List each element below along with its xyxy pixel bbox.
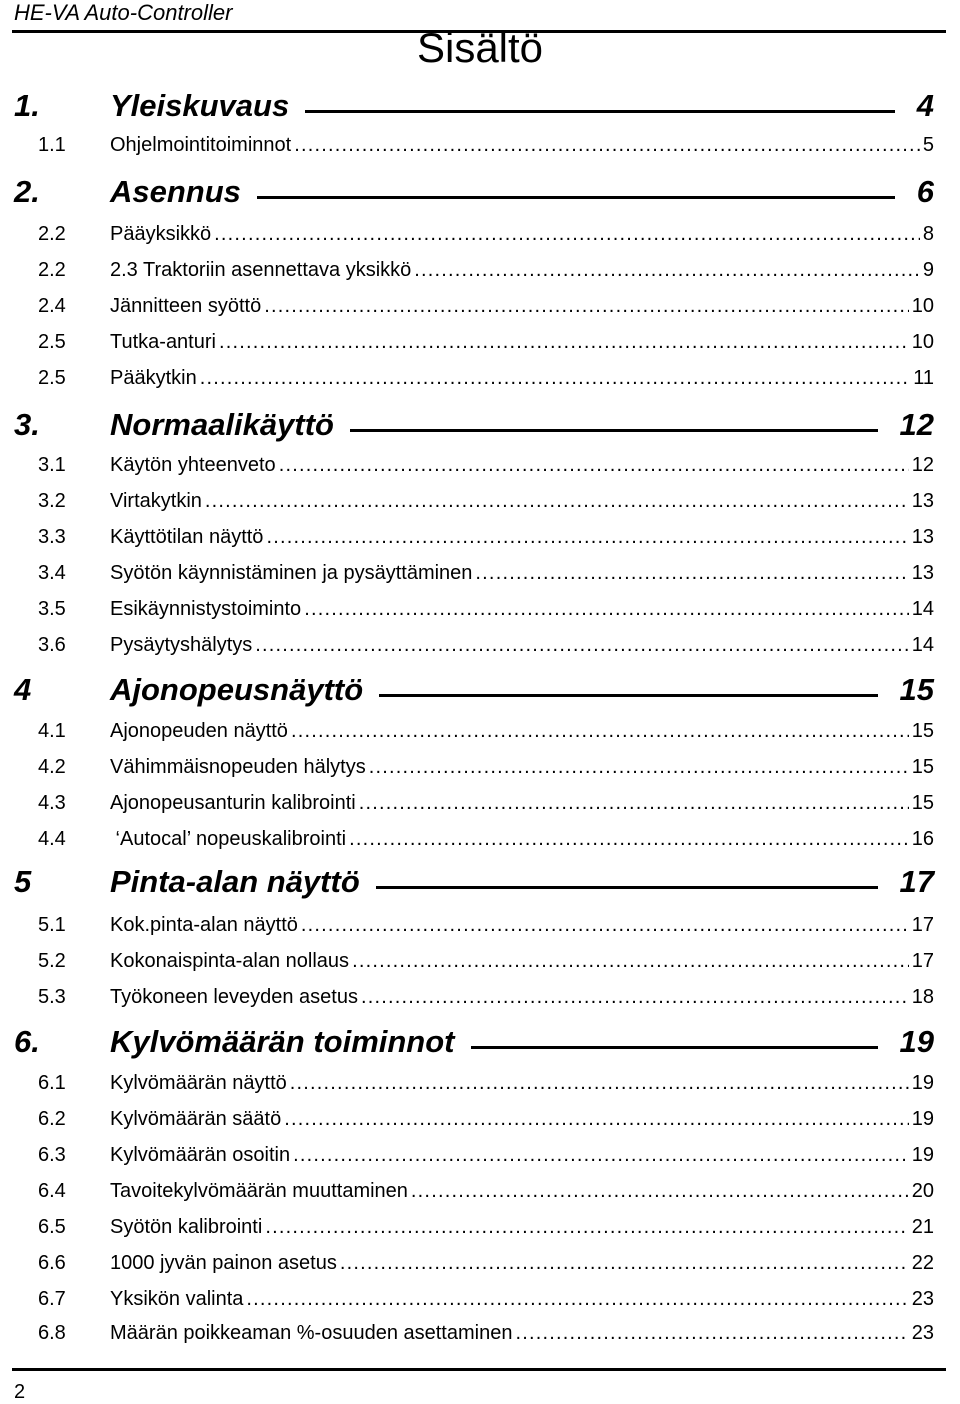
toc-line <box>110 596 934 622</box>
toc-title: ‘Autocal’ nopeuskalibrointi <box>110 828 347 850</box>
toc-title: Kylvömäärän osoitin <box>110 1144 291 1166</box>
toc-entry-row <box>0 596 960 622</box>
toc-title: Ajonopeusanturin kalibrointi <box>110 792 356 814</box>
toc-number: 3.3 <box>38 526 66 548</box>
toc-line <box>110 488 934 514</box>
toc-number: 6.8 <box>38 1322 66 1344</box>
toc-page-number: 19 <box>911 1072 934 1094</box>
toc-page-number: 23 <box>911 1288 934 1310</box>
toc-number: 1.1 <box>38 134 66 156</box>
toc-line <box>110 452 934 478</box>
toc-page-number: 13 <box>911 562 934 584</box>
toc-title: Yleiskuvaus <box>110 88 290 123</box>
toc-page-number: 20 <box>911 1180 934 1202</box>
toc-title: Syötön käynnistäminen ja pysäyttäminen <box>110 562 473 584</box>
toc-title: Kokonaispinta-alan nollaus <box>110 950 350 972</box>
toc-leader-dots <box>515 1320 908 1346</box>
toc-title: Määrän poikkeaman %-osuuden asettaminen <box>110 1322 513 1344</box>
toc-number: 1. <box>14 88 40 123</box>
toc-title: Työkoneen leveyden asetus <box>110 986 358 1008</box>
toc-leader-dots <box>279 452 909 478</box>
toc-entry-row <box>0 1142 960 1168</box>
toc-entry-row <box>0 1106 960 1132</box>
toc-title: Yksikön valinta <box>110 1288 244 1310</box>
toc-page-number: 12 <box>911 454 934 476</box>
toc-chapter-row <box>0 860 960 904</box>
toc-page-number: 21 <box>911 1216 934 1238</box>
toc-page-number: 4 <box>916 88 934 123</box>
page-title: Sisältö <box>416 24 544 71</box>
toc-chapter-row <box>0 1020 960 1064</box>
toc-number: 6.4 <box>38 1180 66 1202</box>
toc-number: 6. <box>14 1024 40 1059</box>
toc-entry-row <box>0 524 960 550</box>
toc-line <box>110 790 934 816</box>
toc-number: 6.6 <box>38 1252 66 1274</box>
toc-number: 2.4 <box>38 295 66 317</box>
toc-page-number: 16 <box>911 828 934 850</box>
toc-entry-row <box>0 293 960 319</box>
toc-leader-rule <box>257 196 895 199</box>
toc-number: 6.2 <box>38 1108 66 1130</box>
toc-page-number: 10 <box>911 331 934 353</box>
toc-number: 6.3 <box>38 1144 66 1166</box>
toc-number: 3.5 <box>38 598 66 620</box>
toc-line <box>110 826 934 852</box>
toc-leader-dots <box>266 524 908 550</box>
toc-entry-row <box>0 1214 960 1240</box>
toc-page-number: 18 <box>911 986 934 1008</box>
toc-leader-rule <box>471 1046 878 1049</box>
toc-leader-dots <box>369 754 909 780</box>
toc-number: 3. <box>14 407 40 442</box>
toc-number: 2. <box>14 174 40 209</box>
toc-leader-dots <box>264 293 909 319</box>
toc-title: Tavoitekylvömäärän muuttaminen <box>110 1180 408 1202</box>
toc-line <box>110 403 934 447</box>
toc-title: Virtakytkin <box>110 490 202 512</box>
toc-leader-dots <box>359 790 909 816</box>
toc-leader-dots <box>475 560 908 586</box>
toc-number: 3.2 <box>38 490 66 512</box>
toc-leader-dots <box>293 1142 909 1168</box>
toc-page-number: 17 <box>911 950 934 972</box>
toc-page-number: 14 <box>911 598 934 620</box>
toc-line <box>110 1286 934 1312</box>
toc-line <box>110 170 934 214</box>
toc-page-number: 5 <box>922 134 934 156</box>
toc-chapter-row <box>0 84 960 128</box>
toc-leader-dots <box>284 1106 909 1132</box>
toc-entry-row <box>0 1178 960 1204</box>
toc-leader-dots <box>301 912 909 938</box>
toc-chapter-row <box>0 170 960 214</box>
toc-leader-dots <box>200 365 911 391</box>
toc-number: 4.3 <box>38 792 66 814</box>
toc-line <box>110 1320 934 1346</box>
toc-entry-row <box>0 1320 960 1346</box>
toc-page-number: 23 <box>911 1322 934 1344</box>
toc-number: 3.1 <box>38 454 66 476</box>
toc-line <box>110 632 934 658</box>
toc-entry-row <box>0 257 960 283</box>
footer-divider <box>12 1368 946 1371</box>
toc-page-number: 13 <box>911 526 934 548</box>
toc-entry-row <box>0 560 960 586</box>
toc-number: 2.2 <box>38 223 66 245</box>
toc-entry-row <box>0 452 960 478</box>
toc-page-number: 15 <box>911 756 934 778</box>
toc-page-number: 14 <box>911 634 934 656</box>
toc-line <box>110 132 934 158</box>
toc-leader-dots <box>294 132 920 158</box>
toc-leader-dots <box>352 948 909 974</box>
toc-chapter-row <box>0 403 960 447</box>
toc-line <box>110 1070 934 1096</box>
toc-page-number: 12 <box>899 407 934 442</box>
toc-line <box>110 754 934 780</box>
toc-number: 2.5 <box>38 367 66 389</box>
toc-page-number: 6 <box>916 174 934 209</box>
toc-leader-rule <box>376 886 878 889</box>
toc-entry-row <box>0 132 960 158</box>
toc-leader-dots <box>219 329 909 355</box>
toc-page-number: 19 <box>911 1144 934 1166</box>
toc-line <box>110 668 934 712</box>
toc-chapter-row <box>0 668 960 712</box>
toc-number: 5.1 <box>38 914 66 936</box>
toc-line <box>110 1250 934 1276</box>
toc-title: Kylvömäärän näyttö <box>110 1072 287 1094</box>
toc-title: Käyttötilan näyttö <box>110 526 264 548</box>
toc-number: 3.6 <box>38 634 66 656</box>
toc-number: 6.7 <box>38 1288 66 1310</box>
toc-line <box>110 84 934 128</box>
toc-line <box>110 221 934 247</box>
toc-entry-row <box>0 718 960 744</box>
toc-line <box>110 1020 934 1064</box>
toc-entry-row <box>0 488 960 514</box>
toc-entry-row <box>0 221 960 247</box>
document-header-title: HE-VA Auto-Controller <box>14 0 233 25</box>
toc-title: Ohjelmointitoiminnot <box>110 134 292 156</box>
toc-title: Kylvömäärän toiminnot <box>110 1024 455 1059</box>
toc-entry-row <box>0 329 960 355</box>
toc-entry-row <box>0 984 960 1010</box>
toc-page-number: 17 <box>899 864 934 899</box>
toc-number: 6.5 <box>38 1216 66 1238</box>
toc-leader-dots <box>246 1286 908 1312</box>
toc-line <box>110 257 934 283</box>
toc-title: Ajonopeusnäyttö <box>110 672 364 707</box>
toc-page-number: 10 <box>911 295 934 317</box>
toc-leader-rule <box>350 429 878 432</box>
toc-line <box>110 984 934 1010</box>
toc-number: 4.2 <box>38 756 66 778</box>
toc-number: 5.2 <box>38 950 66 972</box>
toc-leader-dots <box>414 257 920 283</box>
toc-page-number: 11 <box>913 367 934 389</box>
toc-entry-row <box>0 790 960 816</box>
toc-number: 4 <box>14 672 32 707</box>
toc-entry-row <box>0 912 960 938</box>
toc-page-number: 9 <box>922 259 934 281</box>
toc-line <box>110 1178 934 1204</box>
toc-leader-dots <box>255 632 908 658</box>
toc-entry-row <box>0 826 960 852</box>
toc-line <box>110 365 934 391</box>
toc-leader-dots <box>340 1250 909 1276</box>
toc-line <box>110 948 934 974</box>
toc-title: Tutka-anturi <box>110 331 216 353</box>
toc-page-number: 22 <box>911 1252 934 1274</box>
toc-title: Pinta-alan näyttö <box>110 864 360 899</box>
toc-leader-dots <box>411 1178 909 1204</box>
toc-leader-dots <box>290 1070 909 1096</box>
toc-title: Normaalikäyttö <box>110 407 334 442</box>
toc-page-number: 19 <box>911 1108 934 1130</box>
toc-line <box>110 524 934 550</box>
toc-page-number: 13 <box>911 490 934 512</box>
toc-leader-dots <box>349 826 909 852</box>
toc-line <box>110 718 934 744</box>
toc-line <box>110 1214 934 1240</box>
toc-line <box>110 912 934 938</box>
toc-number: 6.1 <box>38 1072 66 1094</box>
toc-leader-dots <box>205 488 909 514</box>
toc-title: Pysäytyshälytys <box>110 634 253 656</box>
toc-page-number: 15 <box>911 792 934 814</box>
toc-leader-dots <box>265 1214 908 1240</box>
toc-entry-row <box>0 1070 960 1096</box>
toc-leader-dots <box>291 718 909 744</box>
footer-page-number: 2 <box>14 1381 26 1403</box>
toc-entry-row <box>0 1286 960 1312</box>
toc-title: Pääyksikkö <box>110 223 212 245</box>
toc-number: 4.4 <box>38 828 66 850</box>
toc-title: Kok.pinta-alan näyttö <box>110 914 298 936</box>
toc-line <box>110 1106 934 1132</box>
toc-number: 2.2 <box>38 259 66 281</box>
toc-leader-dots <box>214 221 920 247</box>
toc-leader-rule <box>305 110 895 113</box>
toc-title: Pääkytkin <box>110 367 197 389</box>
toc-title: 1000 jyvän painon asetus <box>110 1252 337 1274</box>
toc-line <box>110 1142 934 1168</box>
toc-page-number: 19 <box>899 1024 934 1059</box>
toc-title: Esikäynnistystoiminto <box>110 598 302 620</box>
toc-line <box>110 329 934 355</box>
toc-page-number: 17 <box>911 914 934 936</box>
toc-number: 2.5 <box>38 331 66 353</box>
toc-leader-rule <box>379 694 877 697</box>
toc-title: Ajonopeuden näyttö <box>110 720 288 742</box>
toc-title: Kylvömäärän säätö <box>110 1108 282 1130</box>
toc-page-number: 15 <box>911 720 934 742</box>
toc-page-number: 8 <box>922 223 934 245</box>
toc-title: Asennus <box>110 174 241 209</box>
toc-entry-row <box>0 1250 960 1276</box>
toc-title: Käytön yhteenveto <box>110 454 276 476</box>
toc-entry-row <box>0 754 960 780</box>
toc-page-number: 15 <box>899 672 934 707</box>
toc-line <box>110 560 934 586</box>
toc-number: 3.4 <box>38 562 66 584</box>
toc-number: 4.1 <box>38 720 66 742</box>
toc-number: 5 <box>14 864 32 899</box>
toc-entry-row <box>0 948 960 974</box>
toc-entry-row <box>0 365 960 391</box>
toc-title: Jännitteen syöttö <box>110 295 262 317</box>
toc-title: Vähimmäisnopeuden hälytys <box>110 756 366 778</box>
toc-line <box>110 293 934 319</box>
toc-entry-row <box>0 632 960 658</box>
toc-line <box>110 860 934 904</box>
toc-title: 2.3 Traktoriin asennettava yksikkö <box>110 259 412 281</box>
toc-leader-dots <box>361 984 909 1010</box>
toc-number: 5.3 <box>38 986 66 1008</box>
toc-leader-dots <box>304 596 909 622</box>
toc-title: Syötön kalibrointi <box>110 1216 263 1238</box>
